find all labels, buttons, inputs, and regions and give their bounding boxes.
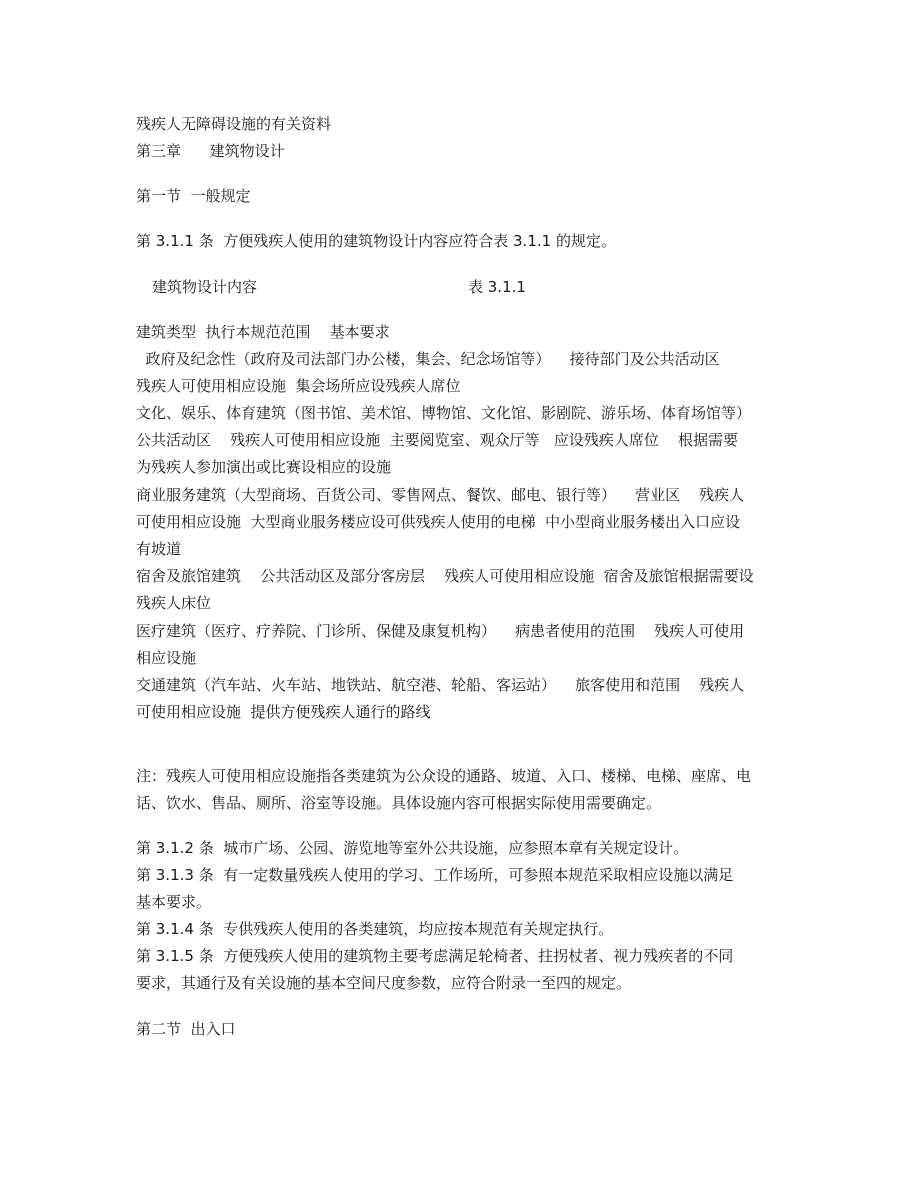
article-3-1-5: 第 3.1.5 条 方便残疾人使用的建筑物主要考虑满足轮椅者、拄拐杖者、视力残疾者的不同	[136, 947, 734, 965]
document-title: 残疾人无障碍设施的有关资料	[136, 115, 332, 133]
table-row: 残疾人可使用相应设施 集会场所应设残疾人席位	[136, 377, 461, 395]
table-row: 公共活动区 残疾人可使用相应设施 主要阅览室、观众厅等 应设残疾人席位 根据需要	[136, 431, 738, 449]
article-3-1-2: 第 3.1.2 条 城市广场、公园、游览地等室外公共设施，应参照本章有关规定设计。	[136, 839, 689, 857]
article-3-1-1: 第 3.1.1 条 方便残疾人使用的建筑物设计内容应符合表 3.1.1 的规定。	[136, 232, 616, 250]
section-heading-entrance: 第二节 出入口	[136, 1020, 236, 1038]
table-row: 交通建筑（汽车站、火车站、地铁站、航空港、轮船、客运站） 旅客使用和范围 残疾人	[136, 676, 745, 694]
note-line: 注：残疾人可使用相应设施指各类建筑为公众设的通路、坡道、入口、楼梯、电梯、座席、电	[136, 767, 752, 785]
table-row: 宿舍及旅馆建筑 公共活动区及部分客房层 残疾人可使用相应设施 宿舍及旅馆根据需要设	[136, 567, 754, 585]
table-header: 建筑类型 执行本规范范围 基本要求	[136, 323, 390, 341]
table-row: 为残疾人参加演出或比赛设相应的设施	[136, 458, 392, 476]
table-row: 可使用相应设施 大型商业服务楼应设可供残疾人使用的电梯 中小型商业服务楼出入口应设	[136, 513, 741, 531]
table-row: 残疾人床位	[136, 594, 212, 612]
table-row: 文化、娱乐、体育建筑（图书馆、美术馆、博物馆、文化馆、影剧院、游乐场、体育场馆等）	[136, 404, 752, 422]
section-heading-general: 第一节 一般规定	[136, 187, 251, 205]
table-row: 相应设施	[136, 649, 197, 667]
article-3-1-5-cont: 要求，其通行及有关设施的基本空间尺度参数，应符合附录一至四的规定。	[136, 974, 632, 992]
article-3-1-3: 第 3.1.3 条 有一定数量残疾人使用的学习、工作场所，可参照本规范采取相应设施以满足	[136, 866, 734, 884]
table-row: 有坡道	[136, 540, 182, 558]
article-3-1-3-cont: 基本要求。	[136, 893, 212, 911]
table-number: 表 3.1.1	[468, 278, 526, 296]
table-row: 政府及纪念性（政府及司法部门办公楼，集会、纪念场馆等） 接待部门及公共活动区	[136, 350, 720, 368]
chapter-heading: 第三章 建筑物设计	[136, 142, 285, 160]
table-row: 医疗建筑（医疗、疗养院、门诊所、保健及康复机构） 病患者使用的范围 残疾人可使用	[136, 622, 745, 640]
table-row: 商业服务建筑（大型商场、百货公司、零售网点、餐饮、邮电、银行等） 营业区 残疾人	[136, 486, 745, 504]
article-3-1-4: 第 3.1.4 条 专供残疾人使用的各类建筑，均应按本规范有关规定执行。	[136, 920, 614, 938]
note-line: 话、饮水、售品、厕所、浴室等设施。具体设施内容可根据实际使用需要确定。	[136, 794, 662, 812]
table-caption: 建筑物设计内容	[152, 278, 258, 296]
table-row: 可使用相应设施 提供方便残疾人通行的路线	[136, 703, 431, 721]
